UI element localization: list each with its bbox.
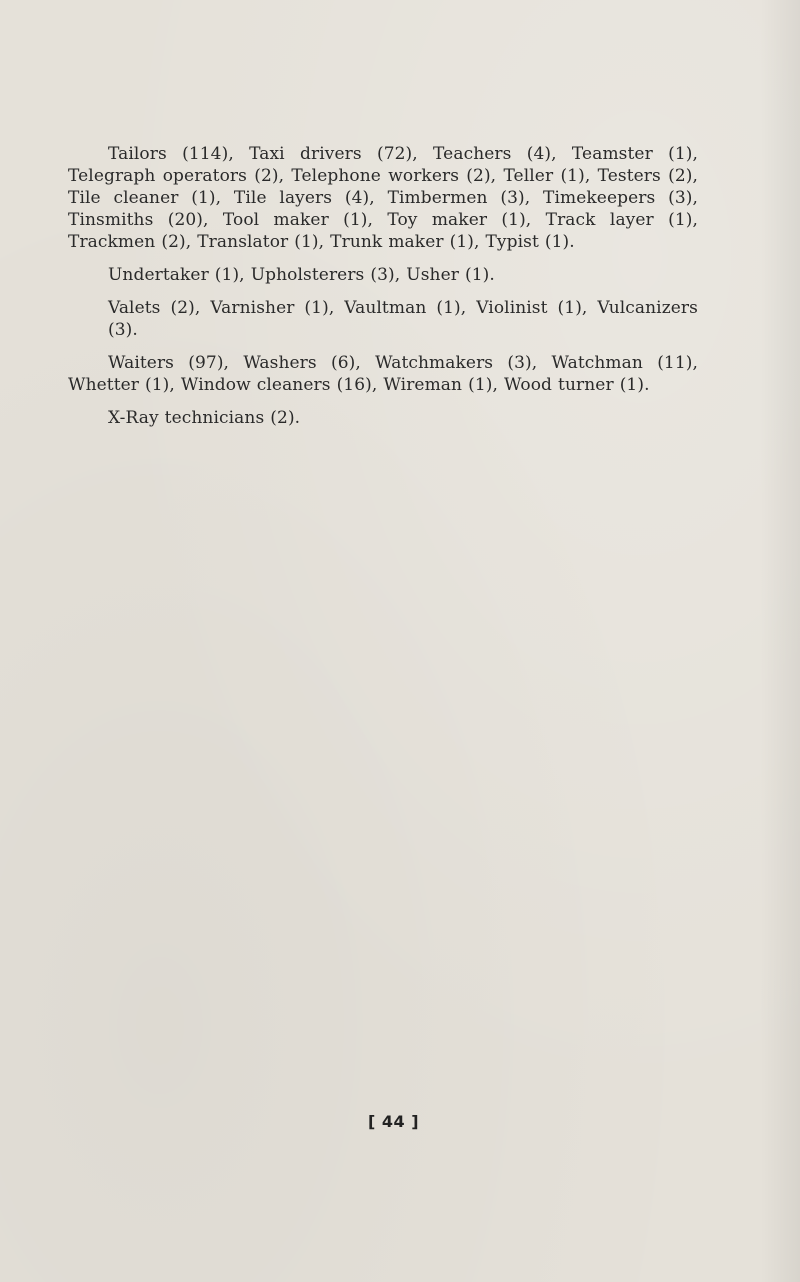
paragraph-u-text: Undertaker (1), Upholsterers (3), Usher (1). [108, 265, 495, 285]
paragraph-x-text: X-Ray technicians (2). [108, 408, 301, 428]
paragraph-t [68, 143, 698, 253]
paragraph-x [108, 407, 698, 429]
paragraph-w [68, 352, 698, 396]
page-number: [ 44 ] [368, 1112, 420, 1131]
paragraph-u [108, 264, 698, 286]
paragraph-t-text: Tailors (114), Taxi drivers (72), Teachers (4), Teamster (1), Telegraph operators (2), Telephone workers (2), Teller (1), Testers (2), Tile cleaner (1), Tile layers (4), Timbermen (3), Timekeepers (3), Tinsmiths (20), Tool maker (1), Toy maker (1), Track layer (1), Trackmen (2), Translator (1), Trunk maker (1), Typist (1). [68, 144, 698, 252]
page-edge-shadow [760, 0, 800, 1282]
paragraph-v-text: Valets (2), Varnisher (1), Vaultman (1), Violinist (1), Vulcanizers (3). [108, 298, 698, 340]
paragraph-v [108, 297, 698, 341]
text-body [68, 143, 698, 440]
paragraph-w-text: Waiters (97), Washers (6), Watchmakers (3), Watchman (11), Whetter (1), Window cleaners (16), Wireman (1), Wood turner (1). [68, 353, 698, 395]
